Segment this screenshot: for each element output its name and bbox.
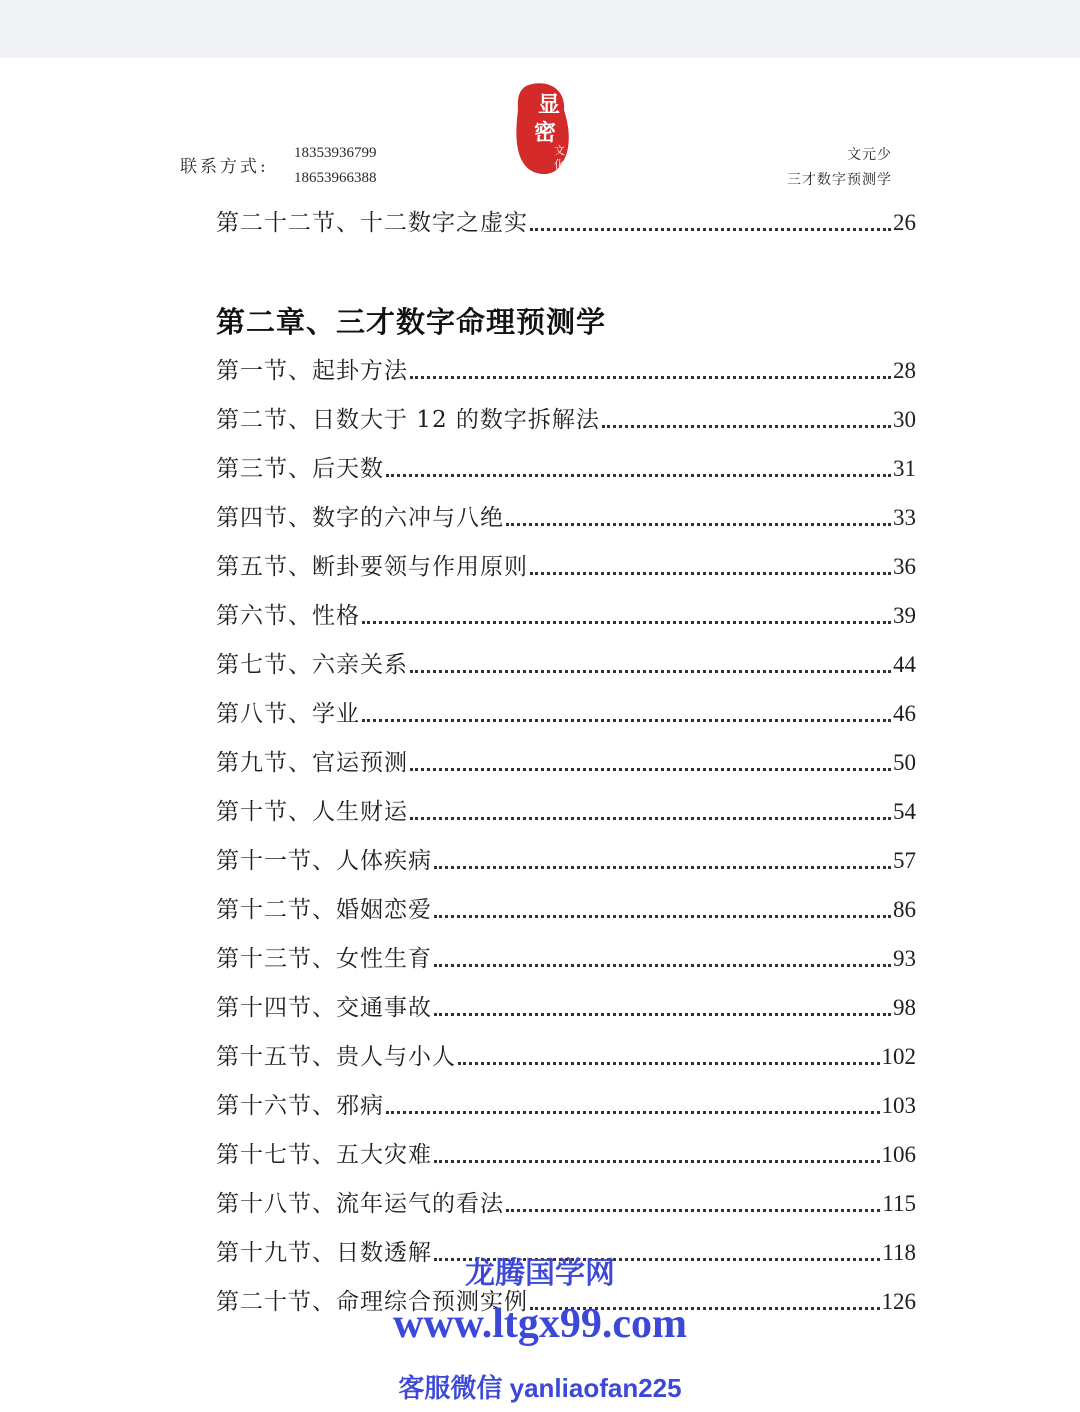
toc-entry[interactable] <box>216 795 916 827</box>
watermark-wechat: 客服微信 yanliaofan225 <box>398 1373 682 1403</box>
dot-leader <box>434 1012 891 1016</box>
toc-entry[interactable] <box>216 746 916 778</box>
toc-entry[interactable] <box>216 893 916 925</box>
dot-leader <box>410 375 891 379</box>
toc-entry[interactable] <box>216 844 916 876</box>
toc-entry-page: 28 <box>893 358 916 383</box>
dot-leader <box>434 1159 880 1163</box>
toc-entry-page: 57 <box>893 848 916 873</box>
toc-entry-page: 115 <box>882 1191 916 1216</box>
toc-entry-page: 54 <box>893 799 916 824</box>
toc-entry-page: 93 <box>893 946 916 971</box>
dot-leader <box>530 571 891 575</box>
toc-entry-title: 第一节、起卦方法 <box>216 358 408 384</box>
dot-leader <box>602 424 891 428</box>
toc-entry[interactable] <box>216 206 916 238</box>
toc-entry-page: 39 <box>893 603 916 628</box>
toc-entry-title: 第二节、日数大于 12 的数字拆解法 <box>216 407 600 433</box>
watermark-url: www.ltgx99.com <box>393 1301 687 1347</box>
toc-entry-page: 31 <box>893 456 916 481</box>
dot-leader <box>410 767 891 771</box>
toc-entry-page: 118 <box>882 1240 916 1265</box>
toc-entry-page: 98 <box>893 995 916 1020</box>
dot-leader <box>506 1208 880 1212</box>
seal-logo <box>512 80 574 180</box>
dot-leader <box>386 1110 880 1114</box>
toc-entry-title: 第三节、后天数 <box>216 456 384 482</box>
dot-leader <box>506 522 891 526</box>
toc-entry-title: 第六节、性格 <box>216 603 360 629</box>
phone-number-1: 18353936799 <box>294 145 377 161</box>
toc-entry[interactable] <box>216 403 916 435</box>
toc-entry-title: 第四节、数字的六冲与八绝 <box>216 505 504 531</box>
dot-leader <box>530 227 891 231</box>
toc-entry-page: 102 <box>881 1044 916 1069</box>
toc-entry[interactable] <box>216 452 916 484</box>
toc-entry-page: 33 <box>893 505 916 530</box>
toc-entry-title: 第九节、官运预测 <box>216 750 408 776</box>
dot-leader <box>410 669 891 673</box>
contact-label: 联系方式: <box>180 157 269 177</box>
toc-entry-title: 第十九节、日数透解 <box>216 1240 432 1266</box>
svg-text:密: 密 <box>534 120 557 146</box>
dot-leader <box>362 718 891 722</box>
toc-entry-title: 第八节、学业 <box>216 701 360 727</box>
toc-entry[interactable] <box>216 599 916 631</box>
toc-entry-title: 第五节、断卦要领与作用原则 <box>216 554 528 580</box>
toc-entry-page: 26 <box>893 210 916 235</box>
toc-entry-title: 第十三节、女性生育 <box>216 946 432 972</box>
toc-entry-page: 86 <box>893 897 916 922</box>
toc-entry-title: 第二十节、命理综合预测实例 <box>216 1289 528 1315</box>
dot-leader <box>434 963 891 967</box>
toc-entry[interactable] <box>216 354 916 386</box>
toc-entry-page: 36 <box>893 554 916 579</box>
toc-entry-page: 103 <box>881 1093 916 1118</box>
svg-text:显: 显 <box>538 92 561 118</box>
toc-entry-title: 第十八节、流年运气的看法 <box>216 1191 504 1217</box>
toc-entry-page: 44 <box>893 652 916 677</box>
toc-entry[interactable] <box>216 1187 916 1219</box>
svg-text:文: 文 <box>554 144 565 157</box>
dot-leader <box>386 473 891 477</box>
toc-entry-page: 106 <box>881 1142 916 1167</box>
author-name: 文元少 <box>847 147 892 163</box>
dot-leader <box>410 816 891 820</box>
dot-leader <box>434 914 891 918</box>
toc-entry[interactable] <box>216 1089 916 1121</box>
book-title: 三才数字预测学 <box>787 172 892 188</box>
dot-leader <box>458 1061 880 1065</box>
watermark-site-name: 龙腾国学网 <box>465 1257 615 1290</box>
top-band <box>0 0 1080 58</box>
dot-leader <box>362 620 891 624</box>
phone-number-2: 18653966388 <box>294 170 377 186</box>
toc-entry[interactable] <box>216 1138 916 1170</box>
toc-entry-title: 第十四节、交通事故 <box>216 995 432 1021</box>
toc-entry[interactable] <box>216 550 916 582</box>
toc-entry[interactable] <box>216 501 916 533</box>
toc-entry-title: 第二十二节、十二数字之虚实 <box>216 210 528 236</box>
toc-entry-page: 126 <box>881 1289 916 1314</box>
dot-leader <box>434 865 891 869</box>
svg-text:化: 化 <box>554 158 565 171</box>
toc-entry-title: 第七节、六亲关系 <box>216 652 408 678</box>
toc-entry-page: 46 <box>893 701 916 726</box>
toc-entry[interactable] <box>216 991 916 1023</box>
toc-entry-title: 第十节、人生财运 <box>216 799 408 825</box>
toc-entry[interactable] <box>216 1040 916 1072</box>
toc-entry[interactable] <box>216 942 916 974</box>
toc-entry-title: 第十七节、五大灾难 <box>216 1142 432 1168</box>
toc-entry-title: 第十一节、人体疾病 <box>216 848 432 874</box>
toc-entry-title: 第十六节、邪病 <box>216 1093 384 1119</box>
toc-entry-title: 第十五节、贵人与小人 <box>216 1044 456 1070</box>
toc-entry-title: 第十二节、婚姻恋爱 <box>216 897 432 923</box>
toc-entry-page: 30 <box>893 407 916 432</box>
toc-entry[interactable] <box>216 697 916 729</box>
toc-entry-page: 50 <box>893 750 916 775</box>
chapter-title: 第二章、三才数字命理预测学 <box>216 305 607 339</box>
toc-entry[interactable] <box>216 648 916 680</box>
